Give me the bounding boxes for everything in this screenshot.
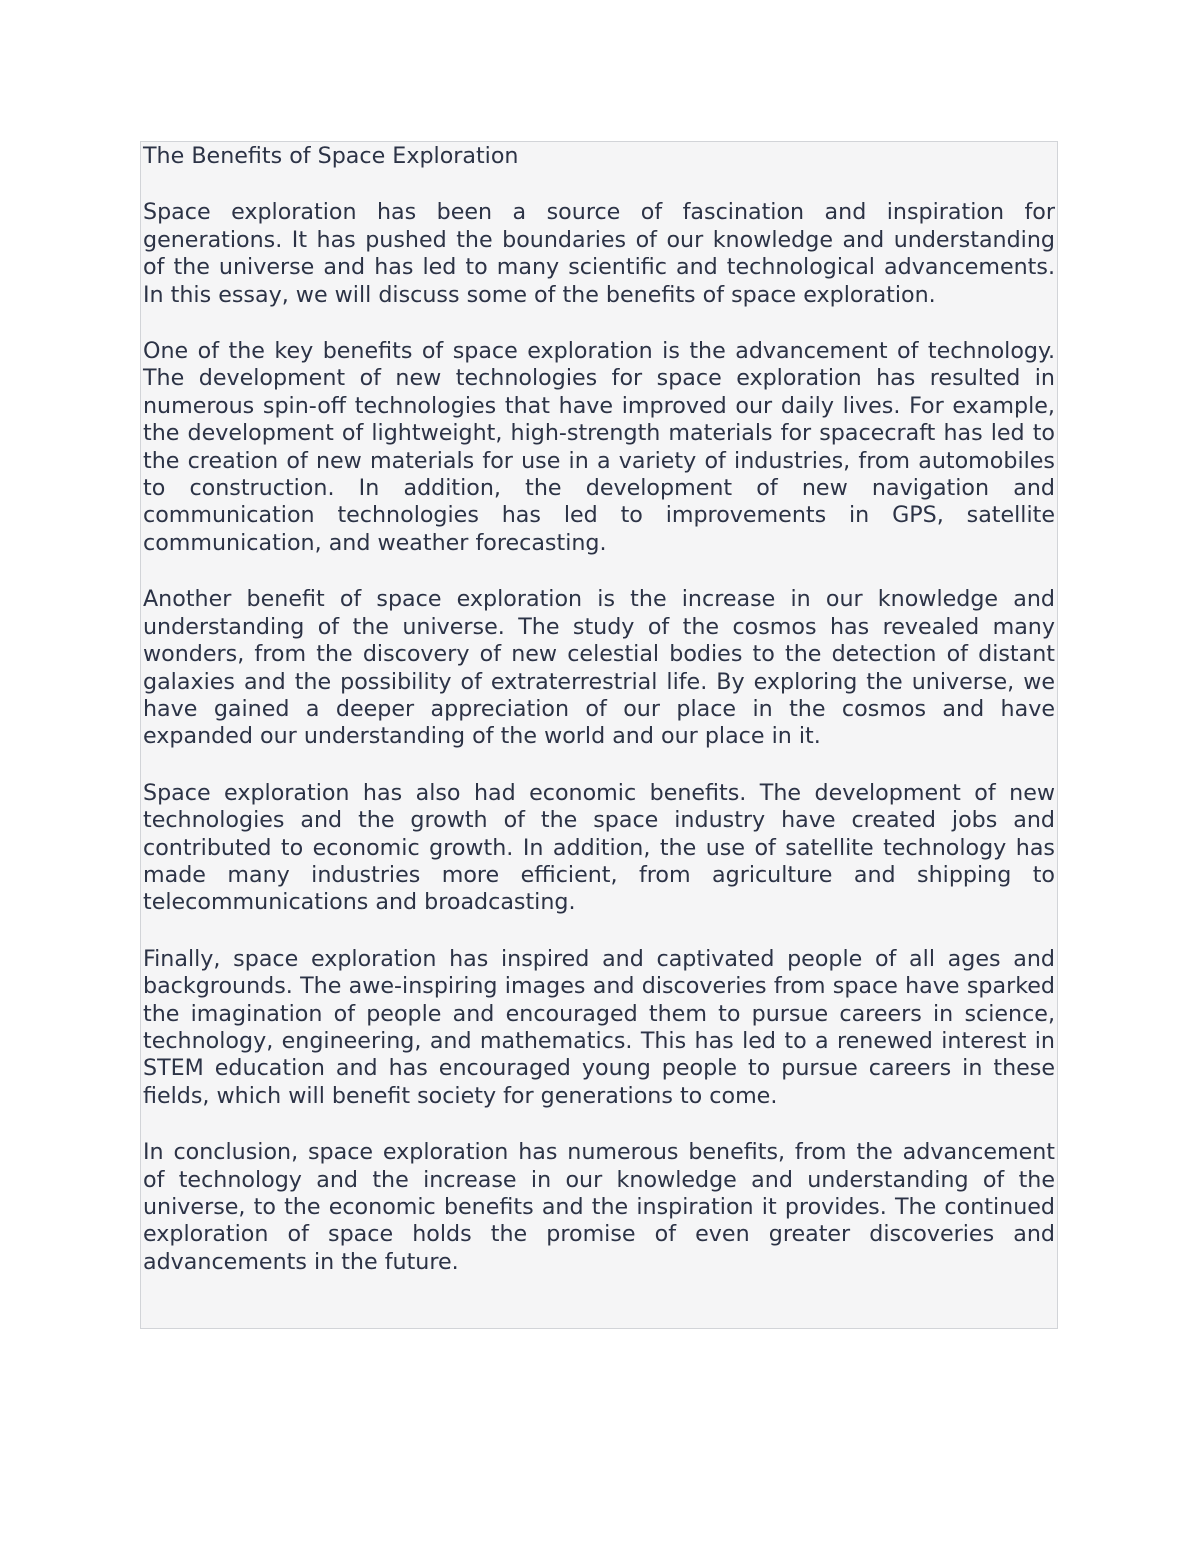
paragraph-economic: Space exploration has also had economic benefits. The development of new technologies and the growth of the space industry have created jobs and contributed to economic growth. In addition, the use of satellite technology has made many industries more efficient, from agriculture and shipping to telecommunications and broadcasting. (143, 779, 1055, 916)
essay-title: The Benefits of Space Exploration (143, 143, 519, 169)
paragraph-conclusion: In conclusion, space exploration has numerous benefits, from the advancement of technology and the increase in our knowledge and understanding of the universe, to the economic benefits and the inspiration it provides. The continued exploration of space holds the promise of even greater discoveries and advancements in the future. (143, 1139, 1055, 1275)
paragraph-technology: One of the key benefits of space exploration is the advancement of technology. The development of new technologies for space exploration has resulted in numerous spin-off technologies that have improved our daily lives. For example, the development of lightweight, high-strength materials for spacecraft has led to the creation of new materials for use in a variety of industries, from automobiles to construction. In addition, the development of new navigation and communication technologies has led to improvements in GPS, satellite communication, and weather forecasting. (143, 338, 1055, 556)
paragraph-introduction: Space exploration has been a source of fascination and inspiration for generations. It has pushed the boundaries of our knowledge and understanding of the universe and has led to many scientific and technological advancements. In this essay, we will discuss some of the benefits of space exploration. (143, 199, 1055, 308)
essay-text-box (140, 141, 1058, 1329)
paragraph-knowledge: Another benefit of space exploration is the increase in our knowledge and understanding of the universe. The study of the cosmos has revealed many wonders, from the discovery of new celestial bodies to the detection of distant galaxies and the possibility of extraterrestrial life. By exploring the universe, we have gained a deeper appreciation of our place in the cosmos and have expanded our understanding of the world and our place in it. (143, 586, 1055, 750)
paragraph-inspiration: Finally, space exploration has inspired and captivated people of all ages and backgrounds. The awe-inspiring images and discoveries from space have sparked the imagination of people and encouraged them to pursue careers in science, technology, engineering, and mathematics. This has led to a renewed interest in STEM education and has encouraged young people to pursue careers in these fields, which will benefit society for generations to come. (143, 945, 1055, 1109)
